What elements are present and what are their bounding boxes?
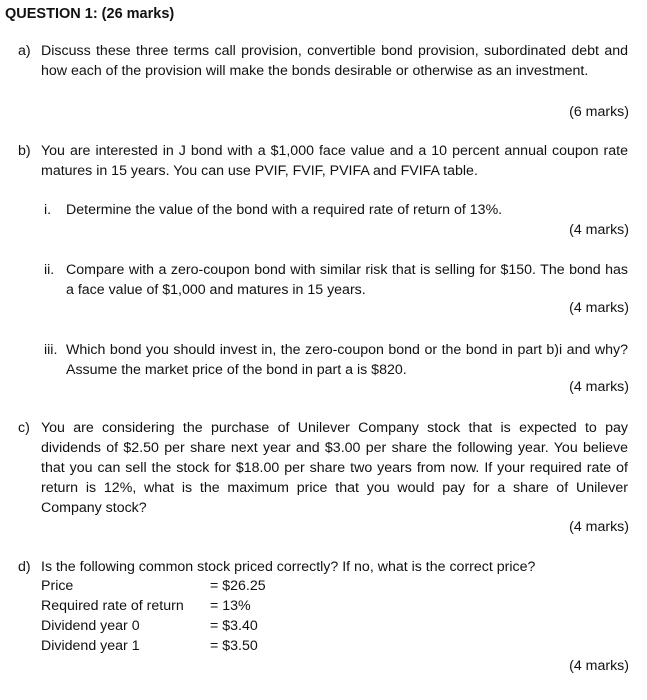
data-label: Price [41, 578, 74, 594]
part-c-text: You are considering the purchase of Unilever Company stock that is expected to pay dividends of $2.50 per share next year and $3.00 per share the following year. You believe that you can sell the stock for $18.00 per share two years from now. If your required rate of return is 12%, what is the maximum price that you would pay for a share of Unilever Company stock? [41, 420, 628, 516]
part-c-label: c) [18, 420, 30, 436]
data-row-required-rate [41, 596, 301, 616]
part-b-iii-marks: (4 marks) [569, 379, 629, 395]
data-value: = $26.25 [210, 578, 266, 594]
part-b-iii-label: iii. [44, 342, 58, 358]
data-row-dividend-year-1 [41, 636, 301, 656]
part-a-marks: (6 marks) [569, 104, 629, 120]
stock-data-table [41, 576, 301, 656]
part-b-text: You are interested in J bond with a $1,000 face value and a 10 percent annual coupon rate matures in 15 years. You can use PVIF, FVIF, PVIFA and FVIFA table. [41, 143, 628, 179]
part-c-marks: (4 marks) [569, 519, 629, 535]
part-b-ii-label: ii. [44, 262, 55, 278]
data-value: = $3.40 [210, 618, 258, 634]
data-value: = 13% [210, 598, 251, 614]
part-b-i-label: i. [44, 202, 52, 218]
part-d-marks: (4 marks) [569, 658, 629, 674]
data-label: Dividend year 1 [41, 638, 140, 654]
part-b-label: b) [18, 143, 31, 159]
data-value: = $3.50 [210, 638, 258, 654]
part-a-label: a) [18, 43, 31, 59]
data-row-price [41, 576, 301, 596]
part-b-ii-marks: (4 marks) [569, 300, 629, 316]
question-title: QUESTION 1: (26 marks) [5, 6, 175, 22]
data-row-dividend-year-0 [41, 616, 301, 636]
part-b-ii-text: Compare with a zero-coupon bond with similar risk that is selling for $150. The bond has a face value of $1,000 and matures in 15 years. [66, 262, 628, 298]
part-b-i-text: Determine the value of the bond with a required rate of return of 13%. [66, 202, 503, 218]
part-d-label: d) [18, 559, 31, 575]
data-label: Dividend year 0 [41, 618, 140, 634]
part-d-text: Is the following common stock priced correctly? If no, what is the correct price? [41, 559, 536, 575]
data-label: Required rate of return [41, 598, 184, 614]
part-a-text: Discuss these three terms call provision, convertible bond provision, subordinated debt and how each of the provision will make the bonds desirable or otherwise as an investment. [41, 43, 628, 79]
part-b-i-marks: (4 marks) [569, 222, 629, 238]
part-b-iii-text: Which bond you should invest in, the zero-coupon bond or the bond in part b)i and why? Assume the market price of the bond in part a is $820. [66, 342, 628, 378]
